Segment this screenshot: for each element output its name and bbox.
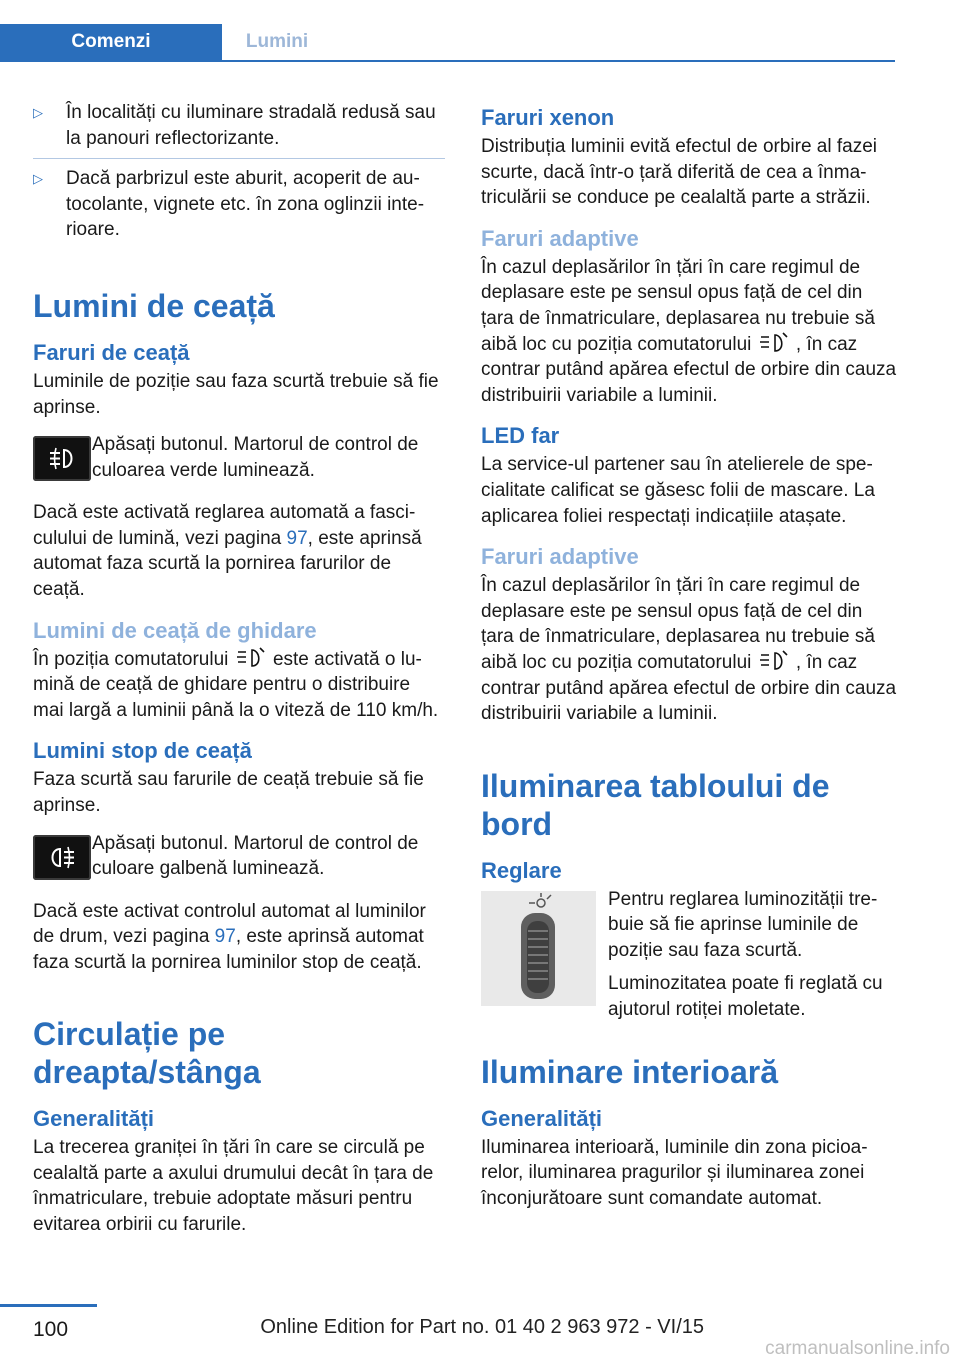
paragraph: Dacă este activat controlul automat al luminilor de drum, vezi pagina 97, este aprinsă automat faza scurtă la pornirea luminilor stop de ceață.: [33, 900, 426, 973]
subsection-general: Generalități: [33, 1106, 155, 1132]
paragraph: Distribuția luminii evită efectul de orbire al fazei scurte, dacă într-o țară diferită de cea a înma‐triculării se conduce pe cealaltă parte a străzii.: [481, 136, 878, 209]
paragraph: La service-ul partener sau în atelierele de spe‐cialitate calificat se găsesc folii de mascare. La aplicarea foliei respectați indicațiile atașate.: [481, 454, 875, 527]
left-column: [33, 100, 445, 1250]
subsection-fog-headlights: Faruri de ceață: [33, 339, 190, 365]
tab-lumini[interactable]: Lumini: [245, 31, 309, 52]
paragraph: În cazul deplasărilor în țări în care regimul de deplasare este pe sensul opus față de cel din țara de înmatriculare, deplasarea nu trebuie să aibă loc cu poziția comutatorului , în caz contrar putând apărea efectul de orbire din cauza distribuirii variabile a luminii.: [481, 256, 897, 406]
page-number: 100: [33, 1318, 69, 1341]
subsection-adaptive-1: Faruri adaptive: [481, 225, 639, 251]
bullet-item: ▷ În localități cu iluminare stradală redusă sau la panouri reflectorizante.: [33, 102, 436, 149]
paragraph: Faza scurtă sau farurile de ceață trebuie să fie aprinse.: [33, 769, 424, 816]
paragraph: Pentru reglarea luminozității tre‐buie să fie aprinse luminile de poziție sau faza scurtă.: [608, 888, 878, 961]
subsection-guide-fog: Lumini de ceață de ghidare: [33, 617, 317, 643]
paragraph: Iluminarea interioară, luminile din zona picioa‐relor, iluminarea pragurilor și iluminarea zonei înconjurătoare sunt comandate automat.: [481, 1136, 868, 1209]
triangle-bullet-icon: ▷: [33, 105, 43, 120]
thumbwheel-illustration: [481, 891, 596, 1006]
section-title-traffic-side: Circulație pe dreapta/stânga: [33, 1016, 261, 1091]
watermark: carmanualsonline.info: [765, 1338, 950, 1359]
page-link-97[interactable]: 97: [214, 926, 236, 948]
subsection-xenon: Faruri xenon: [481, 105, 615, 130]
bullet-divider: [33, 158, 445, 159]
subsection-adjust: Reglare: [481, 857, 562, 883]
tab-comenzi[interactable]: Comenzi: [0, 24, 222, 60]
subsection-rear-fog: Lumini stop de ceață: [33, 738, 252, 764]
headlight-switch-icon: [757, 332, 791, 354]
headlight-switch-icon: [757, 650, 791, 672]
chapter-tabs: [0, 24, 895, 62]
headlight-switch-icon: [234, 647, 268, 669]
bullet-item: ▷ Dacă parbrizul este aburit, acoperit de au‐tocolante, vignete etc. în zona oglinzii inte‐rioare.: [33, 168, 425, 241]
front-fog-light-button-icon: [33, 436, 91, 481]
paragraph: În poziția comutatorului este activată o lu‐mină de ceață de ghidare pentru o distribuire mai largă a luminii până la o viteză de 110 km/h.: [33, 648, 439, 721]
section-title-dashboard-lighting: Iluminarea tabloului de bord: [481, 767, 830, 842]
section-title-fog: Lumini de ceață: [33, 287, 275, 324]
rear-fog-light-button-icon: [33, 835, 91, 880]
fog-light-button-row: Apăsați butonul. Martorul de control de culoarea verde luminează.: [33, 432, 445, 488]
paragraph: Luminozitatea poate fi reglată cu ajutorul rotiței moletate.: [608, 973, 883, 1021]
triangle-bullet-icon: ▷: [33, 171, 43, 187]
rear-fog-button-row: Apăsați butonul. Martorul de control de culoare galbenă luminează.: [33, 831, 445, 887]
adjust-media-block: [481, 887, 897, 1023]
subsection-led: LED far: [481, 423, 560, 449]
subsection-adaptive-2: Faruri adaptive: [481, 544, 639, 570]
paragraph: Luminile de poziție sau faza scurtă trebuie să fie aprinse.: [33, 370, 439, 418]
subsection-interior-general: Generalități: [481, 1105, 603, 1131]
page-link-97[interactable]: 97: [286, 527, 308, 549]
right-column: [481, 104, 897, 1223]
paragraph: La trecerea graniței în țări în care se circulă pe cealaltă parte a axului drumului decât în țara de înmatriculare, trebuie adoptate măsuri pentru evitarea orbirii cu farurile.: [33, 1137, 434, 1236]
edition-note: Online Edition for Part no. 01 40 2 963 972 - VI/15: [260, 1316, 704, 1338]
section-title-interior-lighting: Iluminare interioară: [481, 1053, 778, 1090]
footer-accent-line: [0, 1304, 97, 1307]
paragraph: Dacă este activată reglarea automată a fasci‐culului de lumină, vezi pagina 97, este aprinsă automat faza scurtă la pornirea farurilor de ceață.: [33, 502, 422, 600]
paragraph: În cazul deplasărilor în țări în care regimul de deplasare este pe sensul opus față de cel din țara de înmatriculare, deplasarea nu trebuie să aibă loc cu poziția comutatorului , în caz contrar putând apărea efectul de orbire din cauza distribuirii variabile a luminii.: [481, 575, 897, 725]
